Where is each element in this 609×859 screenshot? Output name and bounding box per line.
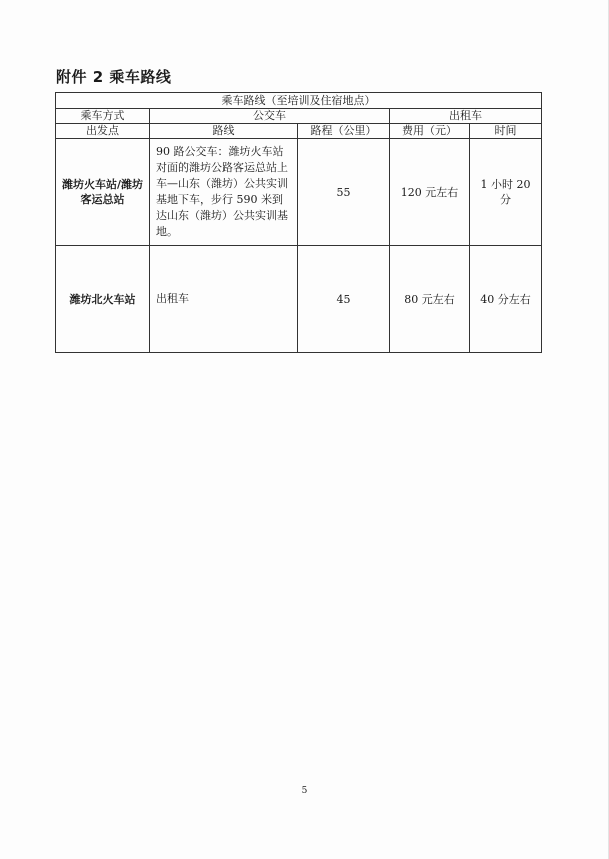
table-row [56, 139, 542, 246]
cost-cell: 80 元左右 [390, 246, 470, 353]
table-title: 乘车路线（至培训及住宿地点） [56, 93, 542, 109]
cost-cell: 120 元左右 [390, 139, 470, 246]
route-cell: 90 路公交车：潍坊火车站对面的潍坊公路客运总站上车—山东（潍坊）公共实训基地下车，步行 590 米到达山东（潍坊）公共实训基地。 [150, 139, 298, 246]
distance-cell: 45 [298, 246, 390, 353]
header-mode: 乘车方式 [56, 109, 150, 124]
origin-cell: 潍坊火车站/潍坊客运总站 [56, 139, 150, 246]
route-table [55, 92, 542, 353]
distance-cell: 55 [298, 139, 390, 246]
header-route: 路线 [150, 124, 298, 139]
header-time: 时间 [470, 124, 542, 139]
time-cell: 40 分左右 [470, 246, 542, 353]
header-bus: 公交车 [150, 109, 390, 124]
header-cost: 费用（元） [390, 124, 470, 139]
header-origin: 出发点 [56, 124, 150, 139]
page-number: 5 [301, 786, 308, 796]
route-cell: 出租车 [150, 246, 298, 353]
origin-cell: 潍坊北火车站 [56, 246, 150, 353]
header-distance: 路程（公里） [298, 124, 390, 139]
table-row [56, 246, 542, 353]
time-cell: 1 小时 20 分 [470, 139, 542, 246]
attachment-heading: 附件 2 乘车路线 [56, 68, 172, 86]
table-title-row [56, 93, 542, 109]
header-taxi: 出租车 [390, 109, 542, 124]
header-row-1 [56, 109, 542, 124]
header-row-2 [56, 124, 542, 139]
